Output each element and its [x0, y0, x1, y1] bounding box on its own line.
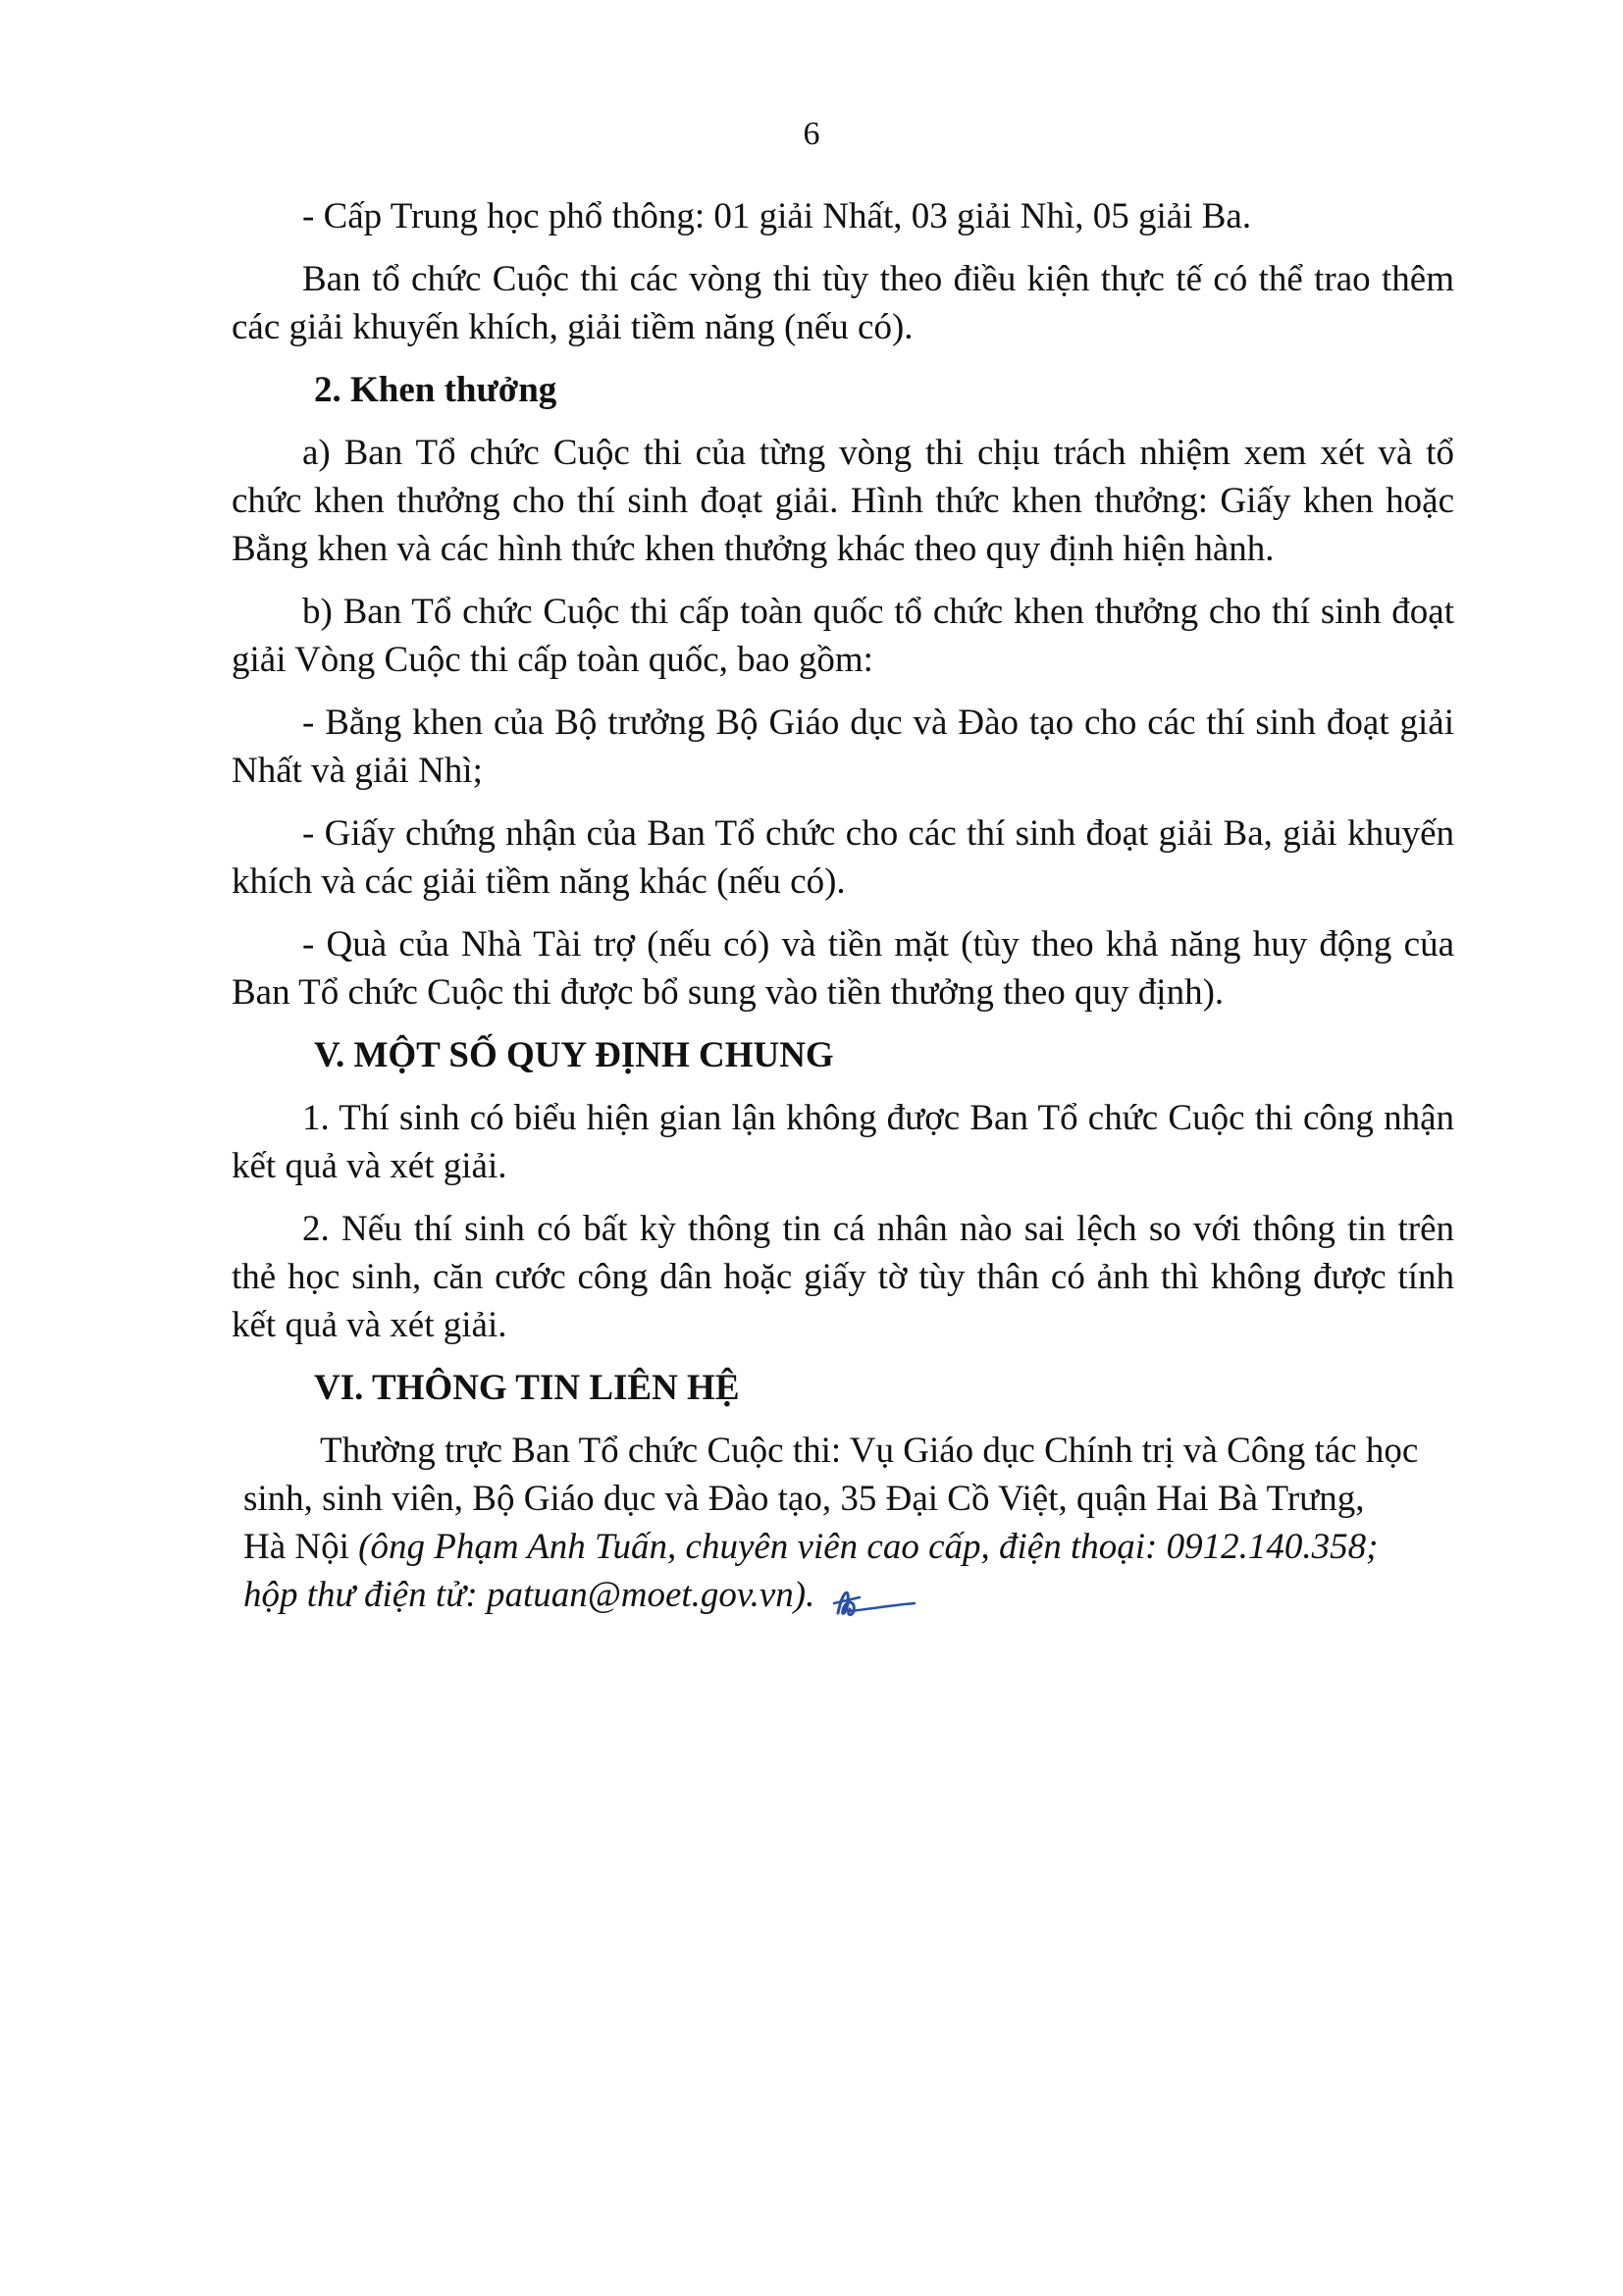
paragraph-additional-prizes: Ban tổ chức Cuộc thi các vòng thi tùy theo điều kiện thực tế có thể trao thêm các giải khuyến khích, giải tiềm năng (nếu có).: [232, 259, 1454, 347]
paragraph-rewards-a: a) Ban Tổ chức Cuộc thi của từng vòng thi chịu trách nhiệm xem xét và tổ chức khen thưởng cho thí sinh đoạt giải. Hình thức khen thưởng: Giấy khen hoặc Bằng khen và các hình thức khen thưởng khác theo quy định hiện hành.: [232, 433, 1454, 569]
paragraph-sponsor-gifts: - Quà của Nhà Tài trợ (nếu có) và tiền mặt (tùy theo khả năng huy động của Ban Tổ chức Cuộc thi được bổ sung vào tiền thưởng theo quy định).: [232, 924, 1454, 1013]
contact-line-1: Thường trực Ban Tổ chức Cuộc thi: Vụ Giáo dục Chính trị và Công tác học: [320, 1431, 1419, 1471]
heading-section-v: V. MỘT SỐ QUY ĐỊNH CHUNG: [314, 1035, 834, 1075]
paragraph-rewards-b: b) Ban Tổ chức Cuộc thi cấp toàn quốc tổ chức khen thưởng cho thí sinh đoạt giải Vòng Cuộc thi cấp toàn quốc, bao gồm:: [232, 592, 1454, 680]
contact-block: [232, 1427, 1454, 1623]
paragraph-certificate-of-merit: - Bằng khen của Bộ trưởng Bộ Giáo dục và Đào tạo cho các thí sinh đoạt giải Nhất và giải Nhì;: [232, 703, 1454, 791]
paragraph-rule-2: 2. Nếu thí sinh có bất kỳ thông tin cá nhân nào sai lệch so với thông tin trên thẻ học sinh, căn cước công dân hoặc giấy tờ tùy thân có ảnh thì không được tính kết quả và xét giải.: [232, 1209, 1454, 1345]
heading-section-vi: VI. THÔNG TIN LIÊN HỆ: [314, 1368, 740, 1408]
contact-person: (ông Phạm Anh Tuấn, chuyên viên cao cấp, điện thoại: 0912.140.358;: [358, 1527, 1379, 1567]
heading-khen-thuong: 2. Khen thưởng: [314, 370, 557, 410]
contact-city: Hà Nội: [243, 1527, 359, 1567]
contact-email: hộp thư điện tử: patuan@moet.gov.vn).: [243, 1575, 815, 1615]
document-body: [232, 192, 1454, 1623]
contact-line-2: sinh, sinh viên, Bộ Giáo dục và Đào tạo, 35 Đại Cồ Việt, quận Hai Bà Trưng,: [243, 1479, 1365, 1519]
page-number: 6: [803, 116, 820, 152]
contact-line-3: [232, 1523, 1454, 1571]
paragraph-certificate: - Giấy chứng nhận của Ban Tổ chức cho các thí sinh đoạt giải Ba, giải khuyến khích và các giải tiềm năng khác (nếu có).: [232, 813, 1454, 902]
contact-line-4: [232, 1571, 1454, 1623]
paragraph-rule-1: 1. Thí sinh có biểu hiện gian lận không được Ban Tổ chức Cuộc thi công nhận kết quả và xét giải.: [232, 1098, 1454, 1186]
initial-signature-icon: [820, 1574, 918, 1623]
paragraph-high-school-prizes: - Cấp Trung học phổ thông: 01 giải Nhất, 03 giải Nhì, 05 giải Ba.: [302, 196, 1252, 236]
